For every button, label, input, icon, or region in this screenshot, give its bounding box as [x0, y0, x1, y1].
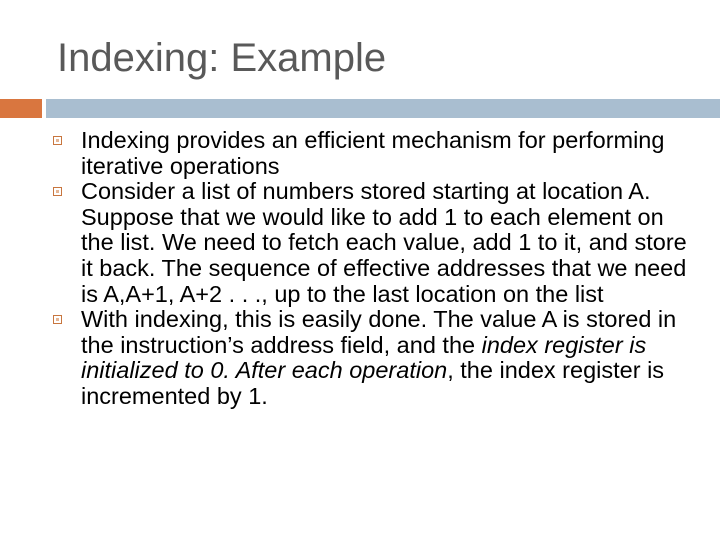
- title-divider-bar: [46, 99, 720, 118]
- bullet-item-3: [50, 307, 690, 409]
- bullet-item-1: [50, 128, 690, 179]
- slide-title: Indexing: Example: [57, 36, 387, 80]
- hollow-square-bullet-icon: [53, 187, 62, 196]
- bullet-text-1: Indexing provides an efficient mechanism for performing iterative operations: [81, 127, 665, 179]
- bullet-text-3-start: With indexing, this is easily done. The value A is stored in the instruction’s address field, and the: [81, 306, 677, 358]
- bullet-text-3: [81, 306, 676, 409]
- hollow-square-bullet-icon: [53, 315, 62, 324]
- title-accent-bar: [0, 99, 42, 118]
- bullet-text-3-end: , the index register is incremented by 1.: [81, 357, 665, 409]
- bullet-list: [50, 128, 690, 410]
- bullet-text-3-italic: index register is initialized to 0. After each operation: [81, 331, 647, 384]
- bullet-text-2: Consider a list of numbers stored starting at location A. Suppose that we would like to add 1 to each element on the list. We need to fetch each value, add 1 to it, and store it back. The sequence of effective addresses that we need is A,A+1, A+2 . . ., up to the last location on the list: [81, 178, 687, 307]
- bullet-item-2: [50, 179, 690, 307]
- hollow-square-bullet-icon: [53, 136, 62, 145]
